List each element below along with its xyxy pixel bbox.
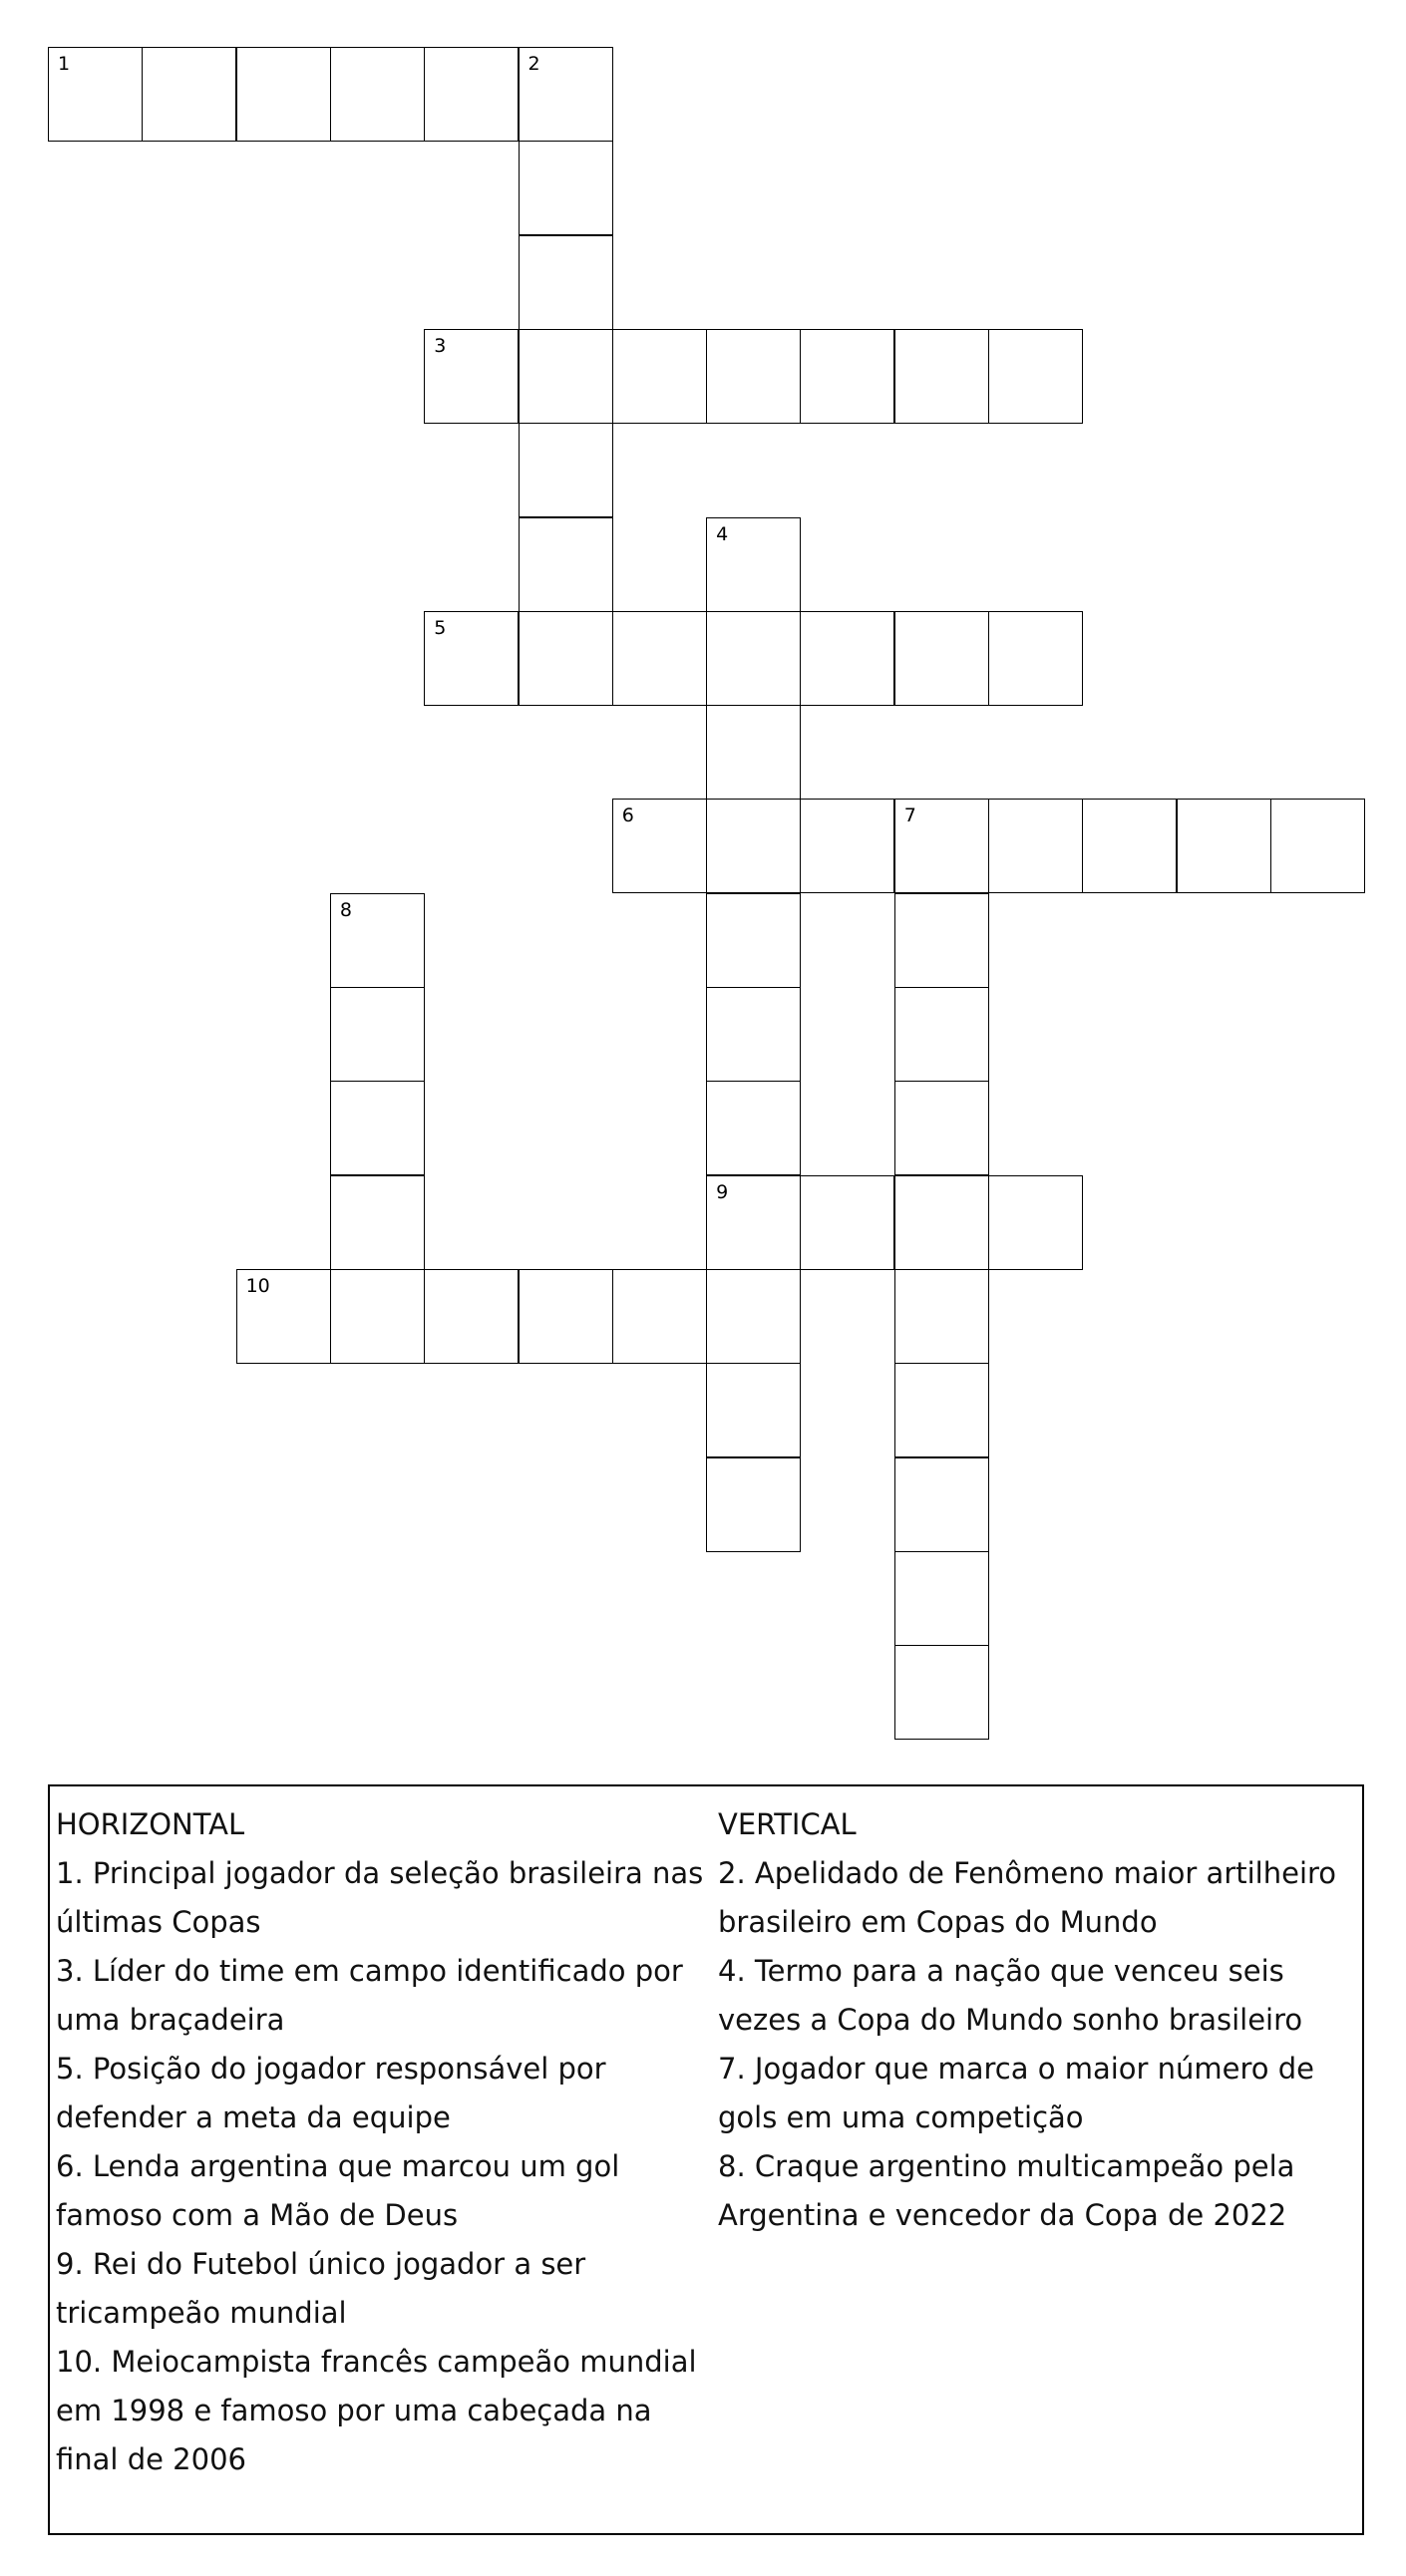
grid-cell[interactable] bbox=[330, 47, 425, 142]
grid-cell[interactable] bbox=[236, 1269, 331, 1364]
clue-across-1: 1. Principal jogador da seleção brasileira nas últimas Copas bbox=[56, 1856, 704, 1939]
clue-number: 1 bbox=[58, 53, 71, 75]
grid-cell[interactable] bbox=[800, 611, 894, 706]
across-heading: HORIZONTAL bbox=[56, 1807, 245, 1841]
grid-cell[interactable] bbox=[706, 329, 801, 424]
down-heading: VERTICAL bbox=[718, 1807, 857, 1841]
grid-cell[interactable] bbox=[1177, 799, 1271, 893]
grid-cell[interactable] bbox=[142, 47, 236, 142]
grid-cell[interactable] bbox=[612, 611, 707, 706]
clue-number: 3 bbox=[434, 334, 447, 357]
clue-across-5: 5. Posição do jogador responsável por defender a meta da equipe bbox=[56, 2052, 606, 2134]
grid-cell[interactable] bbox=[424, 1269, 519, 1364]
grid-cell[interactable] bbox=[706, 1363, 801, 1457]
clue-number: 10 bbox=[245, 1274, 270, 1297]
clue-down-4: 4. Termo para a nação que venceu seis vezes a Copa do Mundo sonho brasileiro bbox=[718, 1954, 1303, 2037]
grid-cell[interactable] bbox=[1270, 799, 1365, 893]
grid-cell[interactable] bbox=[706, 611, 801, 706]
grid-cell[interactable] bbox=[706, 705, 801, 800]
grid-cell[interactable] bbox=[706, 987, 801, 1082]
grid-cell[interactable] bbox=[706, 517, 801, 612]
clue-number: 2 bbox=[527, 53, 540, 75]
grid-cell[interactable] bbox=[330, 1175, 425, 1270]
grid-cell[interactable] bbox=[519, 141, 613, 235]
clue-across-10: 10. Meiocampista francês campeão mundial em 1998 e famoso por uma cabeçada na final de 2006 bbox=[56, 2345, 697, 2476]
grid-cell[interactable] bbox=[330, 987, 425, 1082]
grid-cell[interactable] bbox=[894, 799, 989, 893]
grid-cell[interactable] bbox=[424, 329, 519, 424]
clue-number: 7 bbox=[903, 805, 916, 827]
grid-cell[interactable] bbox=[519, 47, 613, 142]
clue-number: 4 bbox=[716, 522, 729, 545]
grid-cell[interactable] bbox=[894, 1457, 989, 1552]
grid-cell[interactable] bbox=[706, 799, 801, 893]
grid-cell[interactable] bbox=[894, 329, 989, 424]
across-clues bbox=[56, 1800, 704, 2484]
grid-cell[interactable] bbox=[330, 893, 425, 988]
grid-cell[interactable] bbox=[894, 893, 989, 988]
down-clues bbox=[718, 1800, 1356, 2240]
grid-cell[interactable] bbox=[894, 611, 989, 706]
grid-cell[interactable] bbox=[894, 1081, 989, 1175]
clue-down-7: 7. Jogador que marca o maior número de gols em uma competição bbox=[718, 2052, 1315, 2134]
grid-cell[interactable] bbox=[894, 1175, 989, 1270]
grid-cell[interactable] bbox=[612, 329, 707, 424]
grid-cell[interactable] bbox=[48, 47, 143, 142]
grid-cell[interactable] bbox=[519, 1269, 613, 1364]
grid-cell[interactable] bbox=[424, 47, 519, 142]
grid-cell[interactable] bbox=[519, 611, 613, 706]
clues-panel bbox=[48, 1784, 1364, 2535]
grid-cell[interactable] bbox=[800, 329, 894, 424]
grid-cell[interactable] bbox=[706, 893, 801, 988]
grid-cell[interactable] bbox=[706, 1081, 801, 1175]
grid-cell[interactable] bbox=[236, 47, 331, 142]
grid-cell[interactable] bbox=[424, 611, 519, 706]
grid-cell[interactable] bbox=[800, 1175, 894, 1270]
grid-cell[interactable] bbox=[1082, 799, 1177, 893]
clue-across-6: 6. Lenda argentina que marcou um gol famoso com a Mão de Deus bbox=[56, 2149, 620, 2232]
grid-cell[interactable] bbox=[800, 799, 894, 893]
clue-down-8: 8. Craque argentino multicampeão pela Argentina e vencedor da Copa de 2022 bbox=[718, 2149, 1295, 2232]
grid-cell[interactable] bbox=[894, 1363, 989, 1457]
clue-number: 9 bbox=[716, 1180, 729, 1203]
grid-cell[interactable] bbox=[894, 1551, 989, 1646]
grid-cell[interactable] bbox=[519, 423, 613, 517]
clue-across-3: 3. Líder do time em campo identificado por uma braçadeira bbox=[56, 1954, 683, 2037]
clue-number: 8 bbox=[339, 898, 352, 921]
grid-cell[interactable] bbox=[330, 1269, 425, 1364]
grid-cell[interactable] bbox=[706, 1457, 801, 1552]
grid-cell[interactable] bbox=[988, 329, 1083, 424]
grid-cell[interactable] bbox=[894, 1269, 989, 1364]
clue-across-9: 9. Rei do Futebol único jogador a ser tricampeão mundial bbox=[56, 2247, 586, 2330]
grid-cell[interactable] bbox=[894, 987, 989, 1082]
grid-cell[interactable] bbox=[612, 799, 707, 893]
grid-cell[interactable] bbox=[706, 1269, 801, 1364]
clue-number: 5 bbox=[434, 616, 447, 639]
grid-cell[interactable] bbox=[519, 517, 613, 612]
grid-cell[interactable] bbox=[988, 799, 1083, 893]
grid-cell[interactable] bbox=[894, 1645, 989, 1740]
clue-down-2: 2. Apelidado de Fenômeno maior artilheiro brasileiro em Copas do Mundo bbox=[718, 1856, 1337, 1939]
grid-cell[interactable] bbox=[519, 329, 613, 424]
grid-cell[interactable] bbox=[706, 1175, 801, 1270]
grid-cell[interactable] bbox=[519, 235, 613, 330]
grid-cell[interactable] bbox=[988, 611, 1083, 706]
clue-number: 6 bbox=[621, 805, 634, 827]
grid-cell[interactable] bbox=[330, 1081, 425, 1175]
grid-cell[interactable] bbox=[612, 1269, 707, 1364]
grid-cell[interactable] bbox=[988, 1175, 1083, 1270]
